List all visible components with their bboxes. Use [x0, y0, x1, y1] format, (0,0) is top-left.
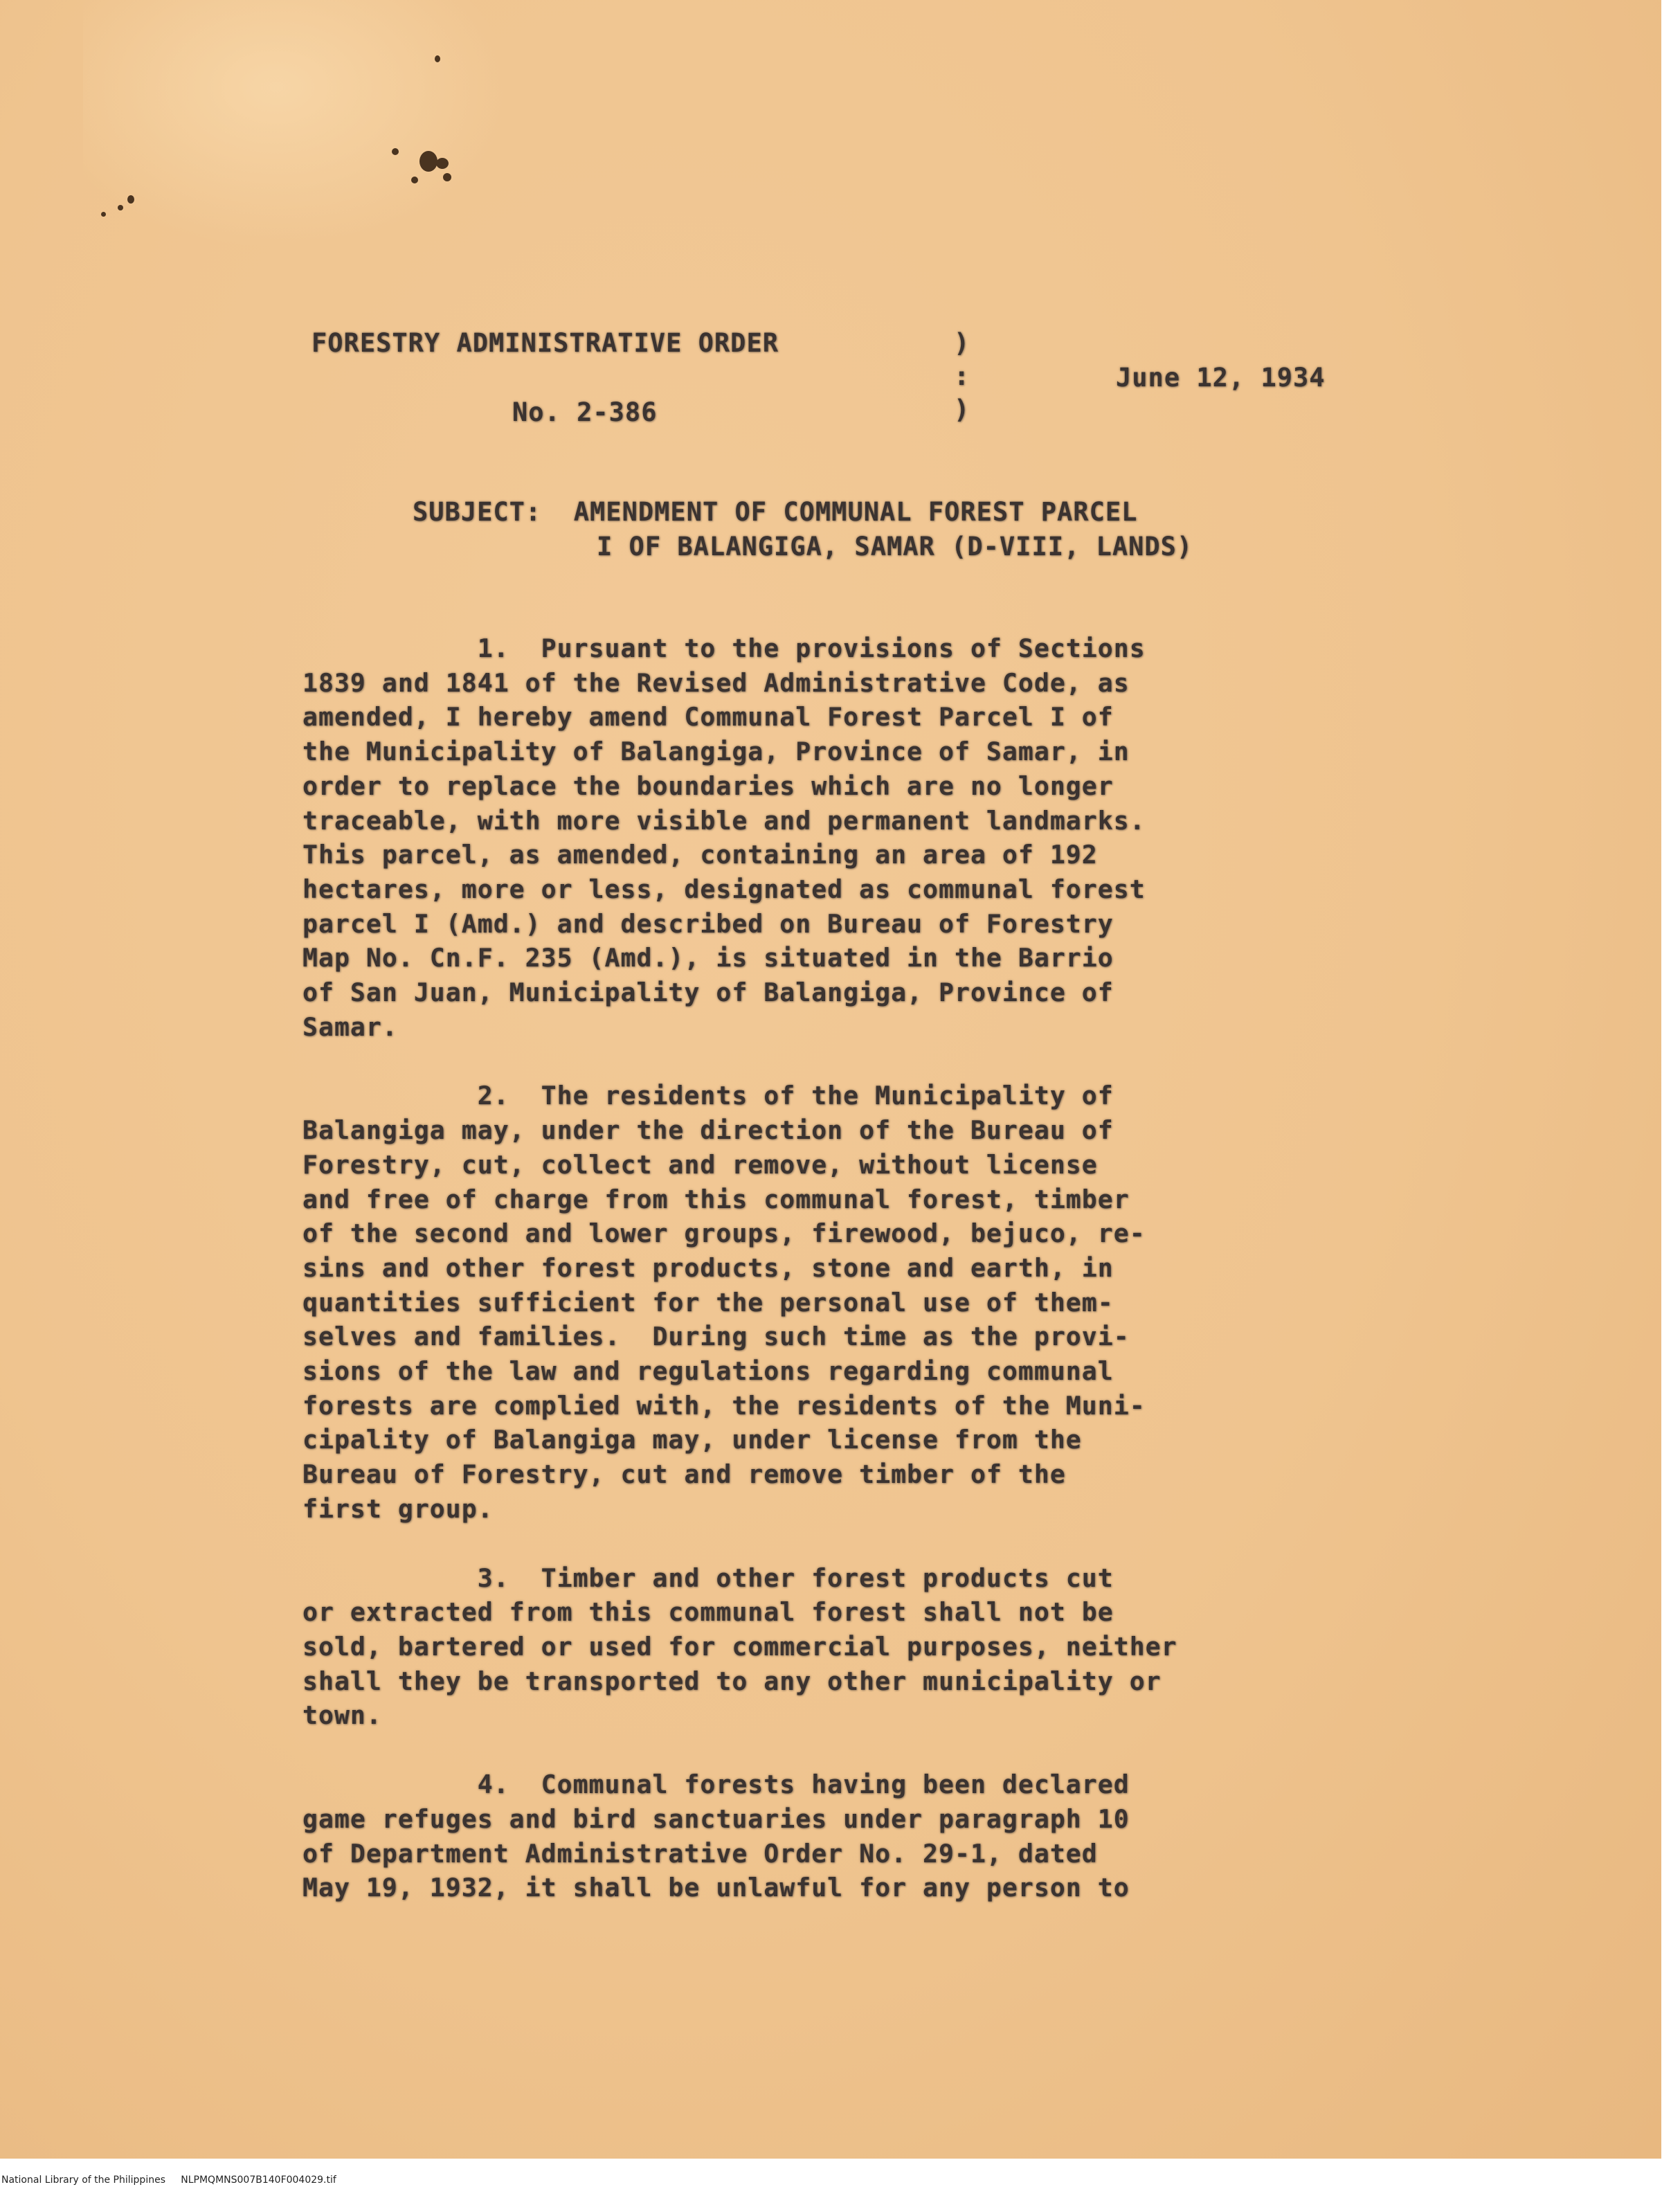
text-line: cipality of Balangiga may, under license from the — [302, 1425, 1082, 1455]
text-line: May 19, 1932, it shall be unlawful for any person to — [302, 1873, 1130, 1903]
text-line: quantities sufficient for the personal use of them- — [302, 1287, 1114, 1317]
order-title: FORESTRY ADMINISTRATIVE ORDER — [311, 328, 779, 358]
text-line: sold, bartered or used for commercial purposes, neither — [302, 1631, 1177, 1662]
ink-blot — [392, 148, 399, 155]
ink-blot — [435, 55, 440, 62]
text-line: town. — [302, 1700, 382, 1731]
text-line: forests are complied with, the residents of the Muni- — [302, 1390, 1146, 1421]
ink-blot — [118, 205, 123, 210]
text-line: Forestry, cut, collect and remove, without license — [302, 1149, 1098, 1180]
text-line: parcel I (Amd.) and described on Bureau of Forestry — [302, 908, 1114, 939]
paragraph-4 — [302, 1767, 1438, 1905]
ink-blot — [411, 177, 418, 183]
ink-blot — [101, 212, 106, 217]
paragraph-3 — [302, 1561, 1438, 1734]
text-line: first group. — [302, 1493, 494, 1524]
text-line: shall they be transported to any other municipality or — [302, 1666, 1162, 1696]
text-line: This parcel, as amended, containing an area of 192 — [302, 840, 1098, 870]
header-colon: : — [954, 361, 970, 391]
text-line: Balangiga may, under the direction of the Bureau of — [302, 1115, 1114, 1146]
text-line: order to replace the boundaries which are no longer — [302, 771, 1114, 801]
text-line: 1839 and 1841 of the Revised Administrative Code, as — [302, 667, 1130, 698]
text-line: Map No. Cn.F. 235 (Amd.), is situated in the Barrio — [302, 943, 1114, 973]
body-text — [302, 631, 1438, 1905]
text-line: game refuges and bird sanctuaries under paragraph 10 — [302, 1803, 1130, 1834]
file-id: NLPMQMNS007B140F004029.tif — [181, 2175, 336, 2186]
paragraph-1 — [302, 631, 1438, 1044]
paragraph-2 — [302, 1079, 1438, 1526]
text-line: 3. Timber and other forest products cut — [302, 1563, 1114, 1593]
text-line: of Department Administrative Order No. 29-1, dated — [302, 1838, 1098, 1869]
text-line: Bureau of Forestry, cut and remove timber of the — [302, 1459, 1066, 1490]
text-line: or extracted from this communal forest shall not be — [302, 1597, 1114, 1628]
text-line: selves and families. During such time as the provi- — [302, 1322, 1130, 1352]
text-line: 4. Communal forests having been declared — [302, 1770, 1130, 1800]
text-line: 2. The residents of the Municipality of — [302, 1081, 1114, 1111]
text-line: amended, I hereby amend Communal Forest Parcel I of — [302, 702, 1114, 732]
library-name: National Library of the Philippines — [1, 2175, 165, 2186]
header-bracket-bottom: ) — [954, 395, 970, 424]
text-line: sins and other forest products, stone and earth, in — [302, 1252, 1114, 1283]
subject-line-1: SUBJECT: AMENDMENT OF COMMUNAL FOREST PARCEL — [413, 497, 1138, 527]
ink-blot — [443, 173, 451, 181]
paper-stain — [83, 0, 512, 249]
ink-blot — [127, 195, 134, 204]
ink-blot — [419, 151, 437, 172]
text-line: 1. Pursuant to the provisions of Sections — [302, 633, 1146, 663]
order-number: No. 2-386 — [512, 397, 658, 427]
scan-footer — [1, 2175, 336, 2186]
subject-line-2: I OF BALANGIGA, SAMAR (D-VIII, LANDS) — [597, 532, 1193, 561]
ink-blot — [436, 158, 449, 169]
text-line: of the second and lower groups, firewood, bejuco, re- — [302, 1218, 1146, 1249]
text-line: traceable, with more visible and permanent landmarks. — [302, 805, 1146, 836]
text-line: sions of the law and regulations regarding communal — [302, 1356, 1114, 1387]
text-line: and free of charge from this communal forest, timber — [302, 1184, 1130, 1214]
header-bracket-top: ) — [954, 328, 970, 358]
text-line: hectares, more or less, designated as communal forest — [302, 874, 1146, 904]
order-date: June 12, 1934 — [1116, 363, 1326, 393]
text-line: the Municipality of Balangiga, Province of Samar, in — [302, 737, 1130, 767]
text-line: Samar. — [302, 1011, 398, 1042]
text-line: of San Juan, Municipality of Balangiga, Province of — [302, 978, 1114, 1008]
